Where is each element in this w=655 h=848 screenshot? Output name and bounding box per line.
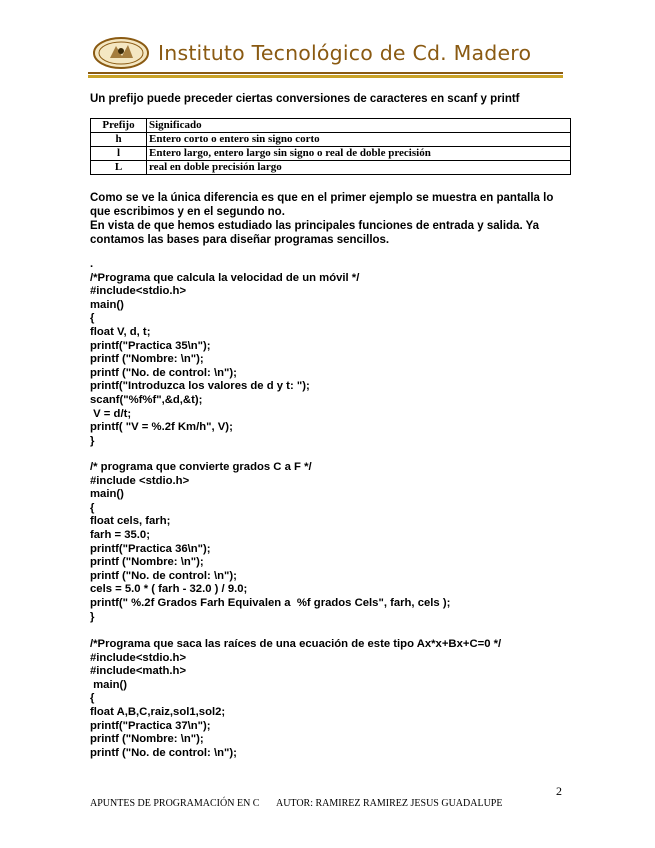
code-line: . — [90, 258, 94, 270]
code-line: float A,B,C,raiz,sol1,sol2; — [90, 705, 226, 718]
code-line: #include <stdio.h> — [90, 474, 190, 487]
footer-author: AUTOR: RAMIREZ RAMIREZ JESUS GUADALUPE — [275, 798, 503, 809]
table-cell: Entero corto o entero sin signo corto — [147, 133, 571, 147]
header-rule-dark — [88, 72, 563, 74]
table-row — [91, 161, 571, 175]
code-line: float V, d, t; — [90, 325, 151, 338]
code-line: /* programa que convierte grados C a F */ — [90, 461, 312, 473]
institute-title: Instituto Tecnológico de Cd. Madero — [158, 41, 532, 65]
code-line: printf ("No. de control: \n"); — [90, 366, 237, 379]
code-line: printf ("Nombre: \n"); — [90, 353, 204, 366]
code-line: /*Programa que saca las raíces de una ecuación de este tipo Ax*x+Bx+C=0 */ — [90, 638, 502, 650]
table-row — [91, 133, 571, 147]
code-line: printf ("Nombre: \n"); — [90, 733, 204, 746]
code-line: printf("Practica 37\n"); — [90, 719, 211, 732]
code-line: printf( "V = %.2f Km/h", V); — [90, 421, 233, 434]
paragraph-difference: Como se ve la única diferencia es que en el primer ejemplo se muestra en pantalla lo que escribimos y en el segundo no. — [90, 192, 554, 218]
code-line: main() — [90, 488, 124, 501]
prefix-table — [90, 118, 571, 175]
page-number: 2 — [556, 784, 562, 798]
table-cell: Entero largo, entero largo sin signo o real de doble precisión — [147, 147, 571, 161]
table-header-significado: Significado — [147, 119, 571, 133]
code-line: V = d/t; — [90, 407, 132, 420]
table-cell: h — [91, 133, 147, 147]
code-line: #include<stdio.h> — [90, 285, 187, 298]
code-line: printf ("Nombre: \n"); — [90, 556, 204, 569]
header-rule-gold — [88, 75, 563, 78]
code-block-practica-35 — [90, 258, 359, 448]
page-header — [88, 34, 563, 78]
code-line: printf ("No. de control: \n"); — [90, 569, 237, 582]
code-line: #include<math.h> — [90, 665, 187, 678]
code-line: printf("Introduzca los valores de d y t: "); — [90, 380, 310, 393]
intro-text: Un prefijo puede preceder ciertas conversiones de caracteres en scanf y printf — [90, 93, 520, 105]
code-block-practica-37 — [90, 638, 501, 760]
code-line: main() — [90, 298, 124, 311]
code-line: printf("Practica 35\n"); — [90, 339, 211, 352]
code-line: } — [90, 434, 95, 447]
page-footer — [90, 798, 502, 809]
code-line: scanf("%f%f",&d,&t); — [90, 393, 203, 406]
code-line: main() — [90, 678, 128, 691]
code-line: /*Programa que calcula la velocidad de un móvil */ — [90, 271, 360, 284]
code-block-practica-36 — [90, 461, 450, 624]
footer-course: APUNTES DE PROGRAMACIÓN EN C — [90, 798, 260, 809]
code-line: printf ("No. de control: \n"); — [90, 746, 237, 759]
paragraph-basics: En vista de que hemos estudiado las principales funciones de entrada y salida. Ya contamos las bases para diseñar programas sencillos. — [90, 220, 540, 246]
table-header-prefijo: Prefijo — [91, 119, 147, 133]
table-cell: real en doble precisión largo — [147, 161, 571, 175]
code-line: float cels, farh; — [90, 515, 171, 528]
table-row — [91, 147, 571, 161]
institute-logo-icon — [92, 36, 150, 70]
code-line: farh = 35.0; — [90, 528, 150, 541]
table-cell: L — [91, 161, 147, 175]
code-line: } — [90, 610, 95, 623]
code-line: printf(" %.2f Grados Farh Equivalen a %f grados Cels", farh, cels ); — [90, 596, 451, 609]
table-cell: l — [91, 147, 147, 161]
code-line: { — [90, 501, 95, 514]
code-line: { — [90, 312, 95, 325]
code-line: cels = 5.0 * ( farh - 32.0 ) / 9.0; — [90, 583, 248, 596]
code-line: #include<stdio.h> — [90, 651, 187, 664]
table-header-row — [91, 119, 571, 133]
code-line: { — [90, 692, 95, 705]
code-line: printf("Practica 36\n"); — [90, 542, 211, 555]
